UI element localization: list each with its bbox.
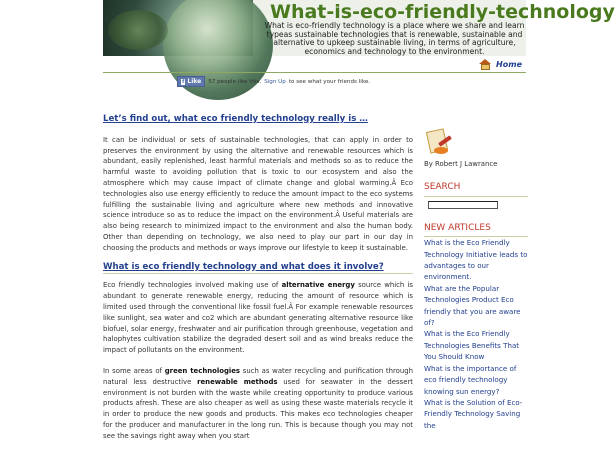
articles-list [424,237,528,431]
site-title[interactable]: What-is-eco-friendly-technology [270,1,615,23]
article-link[interactable]: What is the Eco Friendly Technologies Benefits That You Should Know [424,329,520,362]
post-title[interactable]: Let’s find out, what eco friendly technology really is … [103,114,368,124]
sidebar [424,127,528,431]
facebook-like-bar [177,76,370,87]
author-writing-icon [426,127,454,157]
post-paragraph-1: It can be individual or sets of sustainable technologies, that can apply in order to preserves the environment by using the alternative and renewable resources which is abundant, easily replenished, least harmful materials and methods so as to reduce the harmful waste to avoiding pollution that is toxic to our ecosystem and also the atmosphere which may cause impact of climate change and global warming.Â Eco technologies also use energy efficiently to reduce the amount impact to the eco systems fulfilling the sustainable living and agriculture where new methods and innovative science introduce so as to reduce the impact on the environment.Â Useful materials are also being research to minimized impact to the environment and also the human body. Other than depending on technology, we also need to play our part in our day in choosing the products and methods or ways improve our lifestyle to keep it sustainable. [103,135,413,252]
articles-widget-title: NEW ARTICLES [424,223,528,237]
home-icon[interactable] [479,59,492,70]
section-heading[interactable]: What is eco friendly technology and what does it involve? [103,262,413,275]
navbar [103,58,526,73]
article-link[interactable]: What is the Solution of Eco-Friendly Technology Saving the [424,397,523,430]
author-name: By Robert J Lawrance [424,160,498,168]
home-link[interactable] [479,59,522,70]
like-button-label: Like [187,78,202,85]
facebook-icon: f [182,78,185,85]
article-link[interactable]: What are the Popular Technologies Product Eco friendly that you are aware of? [424,283,521,328]
search-widget-title: SEARCH [424,182,528,196]
post-paragraph-3: In some areas of green technologies such as water recycling and purification through natural less destructive renewable methods used for seawater in the dessert environment is not burden with the waste while creating opportunity to produce various products afresh. These are also cheaper as well as using these waste materials recycle it in order to produce the new goods and products. This makes eco technologies cheaper for the producer and manufacturer in the long run. This is because though you may not see the savings right away when you start [103,366,413,440]
site-description: What is eco-friendly technology is a place where we share and learn typeas sustainable technologies that is renewable, sustainable and alternative to upkeep sustainable living, in terms of agriculture, economics and technology to the environment. [264,21,525,57]
globe-banner-image [103,0,253,56]
home-link-label[interactable]: Home [496,60,522,69]
article-link[interactable]: What is the Eco Friendly Technology Initiative leads to advantages to our environment. [424,238,528,282]
site-header [103,0,615,57]
article-link[interactable]: What is the importance of eco friendly technology knowing sun energy? [424,363,517,396]
signup-link[interactable]: Sign Up [264,78,286,85]
search-input[interactable] [428,201,498,209]
like-count-text: 57 people like this. [208,78,262,85]
post-paragraph-2: Eco friendly technologies involved making use of alternative energy source which is abundant to generate renewable energy, reducing the amount of resource which is limited used through the conventional like fossil fuel.Â For example renewable resources like sunlight, sea water and co2 which are abundant generating alternative resource like biofuel, solar energy, freshwater and air purification through greenhouse, vegetation and halophytes cultivation stabilize the degraded desert soil and as wind breaks reduce the impact of pollutants on the environment. [103,281,413,355]
like-button[interactable] [177,76,205,87]
main-content [103,114,413,452]
like-suffix-text: to see what your friends like. [288,78,371,85]
